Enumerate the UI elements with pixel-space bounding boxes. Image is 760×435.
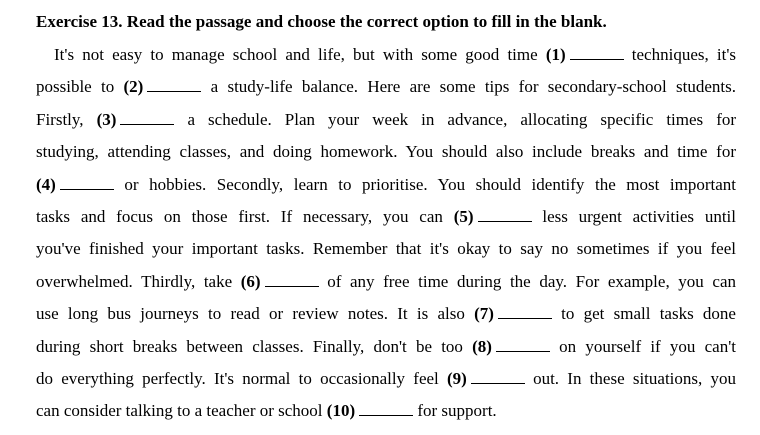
passage-text: to get small tasks done [551, 304, 736, 324]
blank-field[interactable] [97, 110, 175, 129]
passage-text: on yourself if you can't [549, 336, 737, 356]
blank-field[interactable] [447, 369, 525, 388]
blank-field[interactable] [327, 401, 413, 420]
blank-number: (3) [96, 109, 117, 129]
blank-number: (2) [123, 77, 144, 97]
passage-line [36, 271, 736, 293]
passage-text: use long bus journeys to read or review notes. It is also [36, 304, 475, 324]
passage-line [36, 44, 736, 66]
blank-number: (1) [545, 45, 566, 64]
passage-text: during short breaks between classes. Finally, don't be too [36, 336, 473, 356]
passage-text: tasks and focus on those first. If necessary, you can [36, 207, 454, 226]
passage-text: of any free time during the day. For example, you can [318, 271, 736, 291]
blank-underline[interactable] [570, 45, 624, 60]
blank-number: (6) [240, 271, 261, 291]
passage-text: a study-life balance. Here are some tips for secondary-school students. [201, 77, 736, 97]
passage-text: studying, attending classes, and doing homework. You should also include breaks and time for [36, 142, 736, 162]
blank-number: (7) [474, 304, 494, 324]
blank-number: (4) [36, 174, 56, 194]
blank-underline[interactable] [147, 77, 201, 92]
passage-text: out. In these situations, you [524, 369, 736, 388]
blank-field[interactable] [124, 77, 202, 96]
passage-text: possible to [36, 77, 124, 97]
passage-text: you've finished your important tasks. Remember that it's okay to say no sometimes if you feel [36, 239, 736, 259]
blank-number: (8) [472, 336, 492, 356]
blank-underline[interactable] [496, 337, 550, 352]
blank-underline[interactable] [478, 207, 532, 222]
passage-text: a schedule. Plan your week in advance, allocating specific times for [174, 109, 737, 129]
passage-text: overwhelmed. Thirdly, take [36, 271, 241, 291]
blank-underline[interactable] [498, 304, 552, 319]
blank-number: (5) [453, 207, 474, 226]
blank-underline[interactable] [359, 401, 413, 416]
blank-underline[interactable] [471, 369, 525, 384]
blank-underline[interactable] [60, 175, 114, 190]
passage-text: can consider talking to a teacher or school [36, 401, 327, 421]
blank-number: (10) [326, 401, 356, 421]
passage-line [36, 109, 736, 131]
blank-field[interactable] [474, 304, 552, 323]
passage-text: or hobbies. Secondly, learn to prioritise. You should identify the most important [113, 174, 736, 194]
passage-line [36, 400, 736, 422]
blank-field[interactable] [241, 272, 319, 291]
passage-line [36, 336, 736, 358]
blank-number: (9) [447, 369, 467, 388]
passage-line [36, 238, 736, 260]
passage-text: techniques, it's [623, 45, 736, 64]
blank-underline[interactable] [120, 110, 174, 125]
blank-field[interactable] [36, 175, 114, 194]
passage-text: less urgent activities until [531, 207, 736, 226]
blank-underline[interactable] [265, 272, 319, 287]
passage-text: for support. [413, 401, 497, 421]
passage-line [36, 76, 736, 98]
blank-field[interactable] [454, 207, 532, 226]
exercise-title: Exercise 13. Read the passage and choose the correct option to fill in the blank. [36, 12, 607, 31]
passage-line [36, 303, 736, 325]
passage-line [36, 206, 736, 228]
blank-field[interactable] [472, 337, 550, 356]
passage-text: Firstly, [36, 109, 97, 129]
passage-text: It's not easy to manage school and life, but with some good time [54, 45, 546, 64]
passage-line [36, 174, 736, 196]
passage-text: do everything perfectly. It's normal to occasionally feel [36, 369, 448, 388]
blank-field[interactable] [546, 45, 624, 64]
passage-line [36, 141, 736, 163]
passage-line [36, 368, 736, 390]
